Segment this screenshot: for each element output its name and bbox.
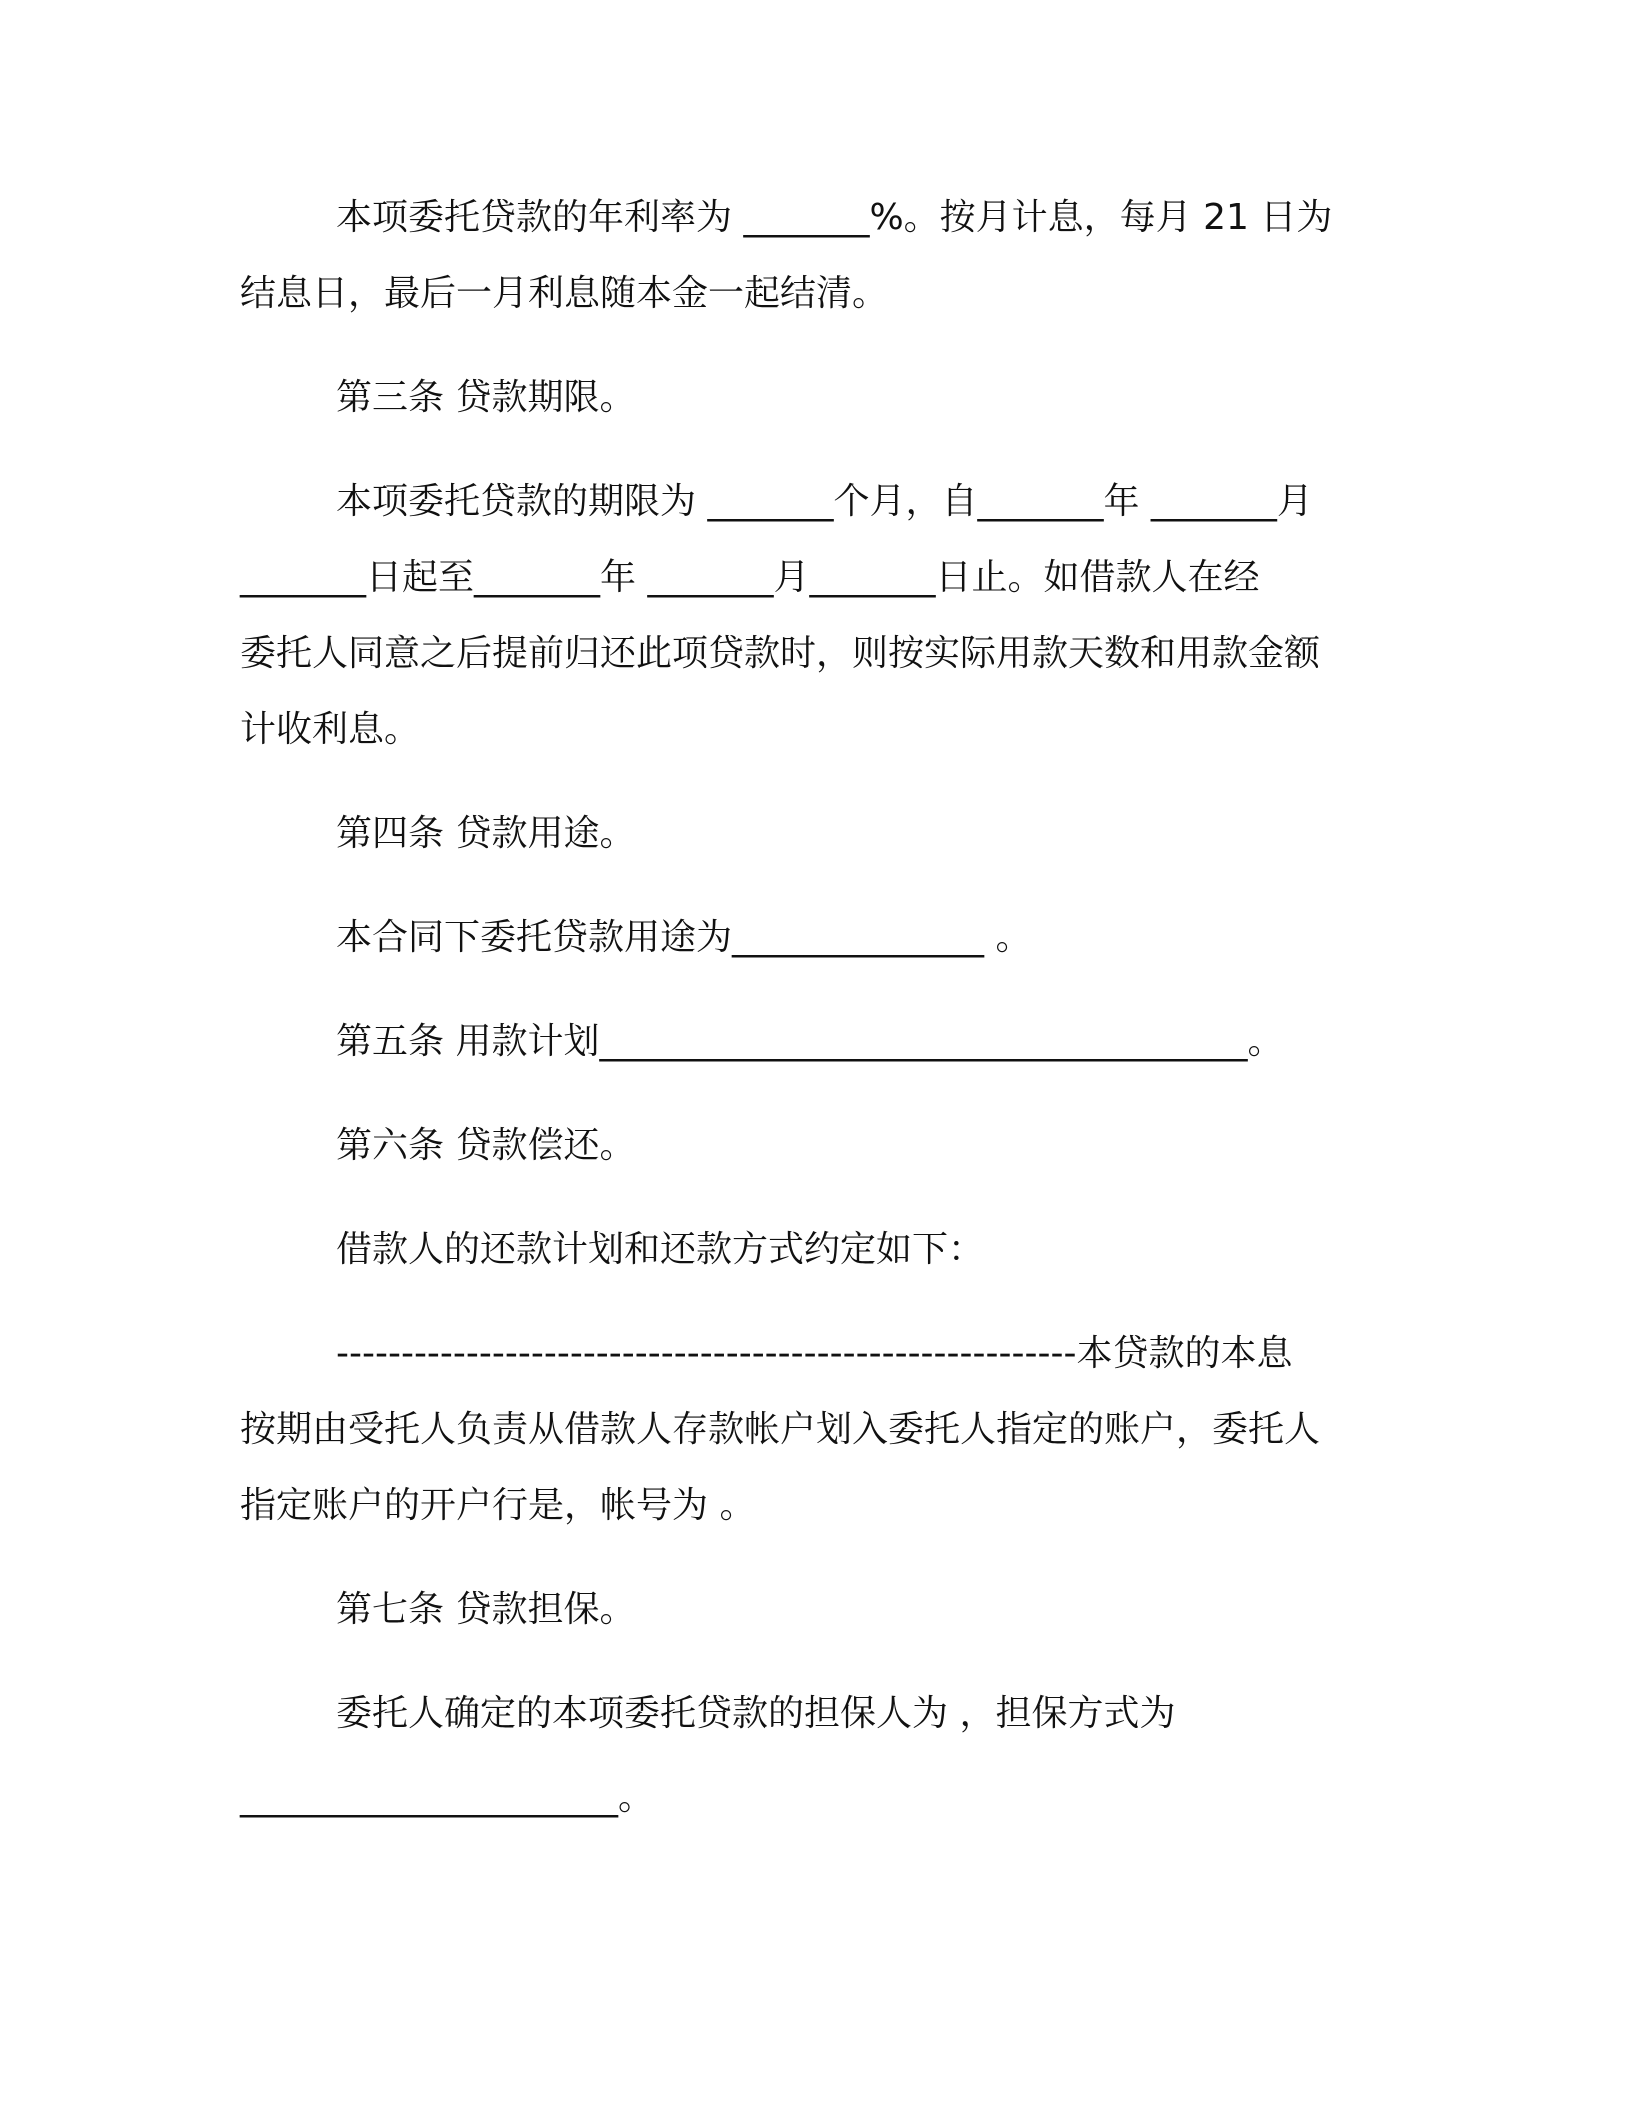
paragraph-interest-rate-line-1: 本项委托贷款的年利率为 _______%。按月计息，每月 21 日为 bbox=[336, 197, 1333, 238]
paragraph-term-line-2: _______日起至_______年 _______月_______日止。如借款人在经 bbox=[240, 557, 1260, 598]
paragraph-term-line-1: 本项委托贷款的期限为 _______个月，自_______年 _______月 bbox=[336, 481, 1313, 522]
article-4-heading: 第四条 贷款用途。 bbox=[336, 813, 636, 854]
paragraph-loan-purpose: 本合同下委托贷款用途为______________ 。 bbox=[336, 917, 1032, 958]
article-5-usage-plan: 第五条 用款计划____________________________________。 bbox=[336, 1021, 1284, 1062]
paragraph-term-line-3: 委托人同意之后提前归还此项贷款时，则按实际用款天数和用款金额 bbox=[240, 633, 1321, 674]
paragraph-term-line-4: 计收利息。 bbox=[240, 709, 421, 750]
article-7-heading: 第七条 贷款担保。 bbox=[336, 1589, 636, 1630]
article-3-heading: 第三条 贷款期限。 bbox=[336, 377, 636, 418]
paragraph-repayment-intro: 借款人的还款计划和还款方式约定如下： bbox=[336, 1229, 985, 1270]
paragraph-guarantee-line-2: _____________________。 bbox=[240, 1777, 654, 1818]
article-6-heading: 第六条 贷款偿还。 bbox=[336, 1125, 636, 1166]
paragraph-interest-rate-line-2: 结息日，最后一月利息随本金一起结清。 bbox=[240, 273, 889, 314]
paragraph-repayment-line-2: 按期由受托人负责从借款人存款帐户划入委托人指定的账户，委托人 bbox=[240, 1409, 1321, 1450]
paragraph-guarantee-line-1: 委托人确定的本项委托贷款的担保人为 ，担保方式为 bbox=[336, 1693, 1176, 1734]
paragraph-repayment-line-3: 指定账户的开户行是，帐号为 。 bbox=[240, 1485, 756, 1526]
paragraph-repayment-line-1: ---------------------------------------------------------本贷款的本息 bbox=[336, 1333, 1293, 1374]
